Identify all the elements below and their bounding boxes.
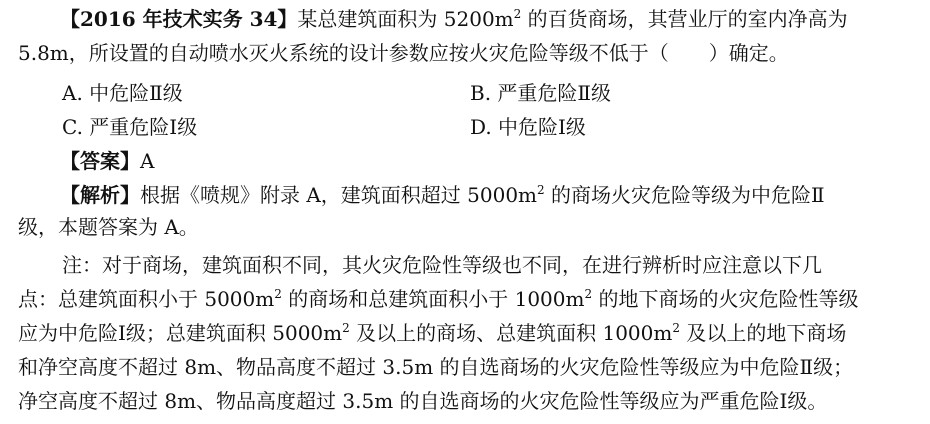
note-text-3c: 及以上的地下商场 (679, 321, 847, 345)
note-text-3b: 及以上的商场、总建筑面积 1000m (349, 321, 673, 345)
note-text-2c: 的地下商场的火灾危险性等级 (592, 287, 859, 311)
answer-value: A (140, 149, 155, 173)
superscript-2: 2 (513, 7, 522, 21)
answer-line (60, 148, 154, 178)
answer-label: 【答案】 (60, 149, 140, 173)
question-line-1 (60, 6, 848, 36)
superscript-2: 2 (672, 321, 680, 335)
note-line-2 (18, 286, 858, 316)
superscript-2: 2 (584, 287, 593, 301)
superscript-2: 2 (537, 183, 545, 197)
analysis-label: 【解析】 (60, 183, 140, 207)
superscript-2: 2 (342, 321, 350, 335)
question-text-1b: 的百货商场，其营业厅的室内净高为 (521, 7, 848, 31)
superscript-2: 2 (274, 287, 282, 301)
note-text-3a: 应为中危险Ⅰ级；总建筑面积 5000m (18, 321, 343, 345)
note-line-4: 和净空高度不超过 8m、物品高度不超过 3.5m 的自选商场的火灾危险性等级应为中危险Ⅱ级； (18, 355, 854, 379)
analysis-text-1a: 根据《喷规》附录 A，建筑面积超过 5000m (140, 183, 538, 207)
note-line-5: 净空高度不超过 8m、物品高度超过 3.5m 的自选商场的火灾危险性等级应为严重危险Ⅰ级。 (18, 389, 828, 413)
option-b: B. 严重危险Ⅱ级 (470, 81, 612, 105)
option-d: D. 中危险Ⅰ级 (470, 115, 586, 139)
note-line-1: 注：对于商场，建筑面积不同，其火灾危险性等级也不同，在进行辨析时应注意以下几 (62, 253, 822, 277)
analysis-line-1 (60, 182, 825, 212)
option-a: A. 中危险Ⅱ级 (62, 81, 183, 105)
analysis-text-1b: 的商场火灾危险等级为中危险Ⅱ (544, 183, 825, 207)
question-source-tag: 【2016 年技术实务 34】 (60, 7, 298, 31)
option-c: C. 严重危险Ⅰ级 (62, 115, 198, 139)
question-line-2: 5.8m，所设置的自动喷水灭火系统的设计参数应按火灾危险等级不低于（ ）确定。 (18, 41, 789, 65)
note-text-2a: 点：总建筑面积小于 5000m (18, 287, 275, 311)
note-text-2b: 的商场和总建筑面积小于 1000m (281, 287, 585, 311)
note-line-3 (18, 320, 846, 350)
question-text-1a: 某总建筑面积为 5200m (297, 7, 514, 31)
analysis-line-2: 级，本题答案为 A。 (18, 215, 199, 239)
